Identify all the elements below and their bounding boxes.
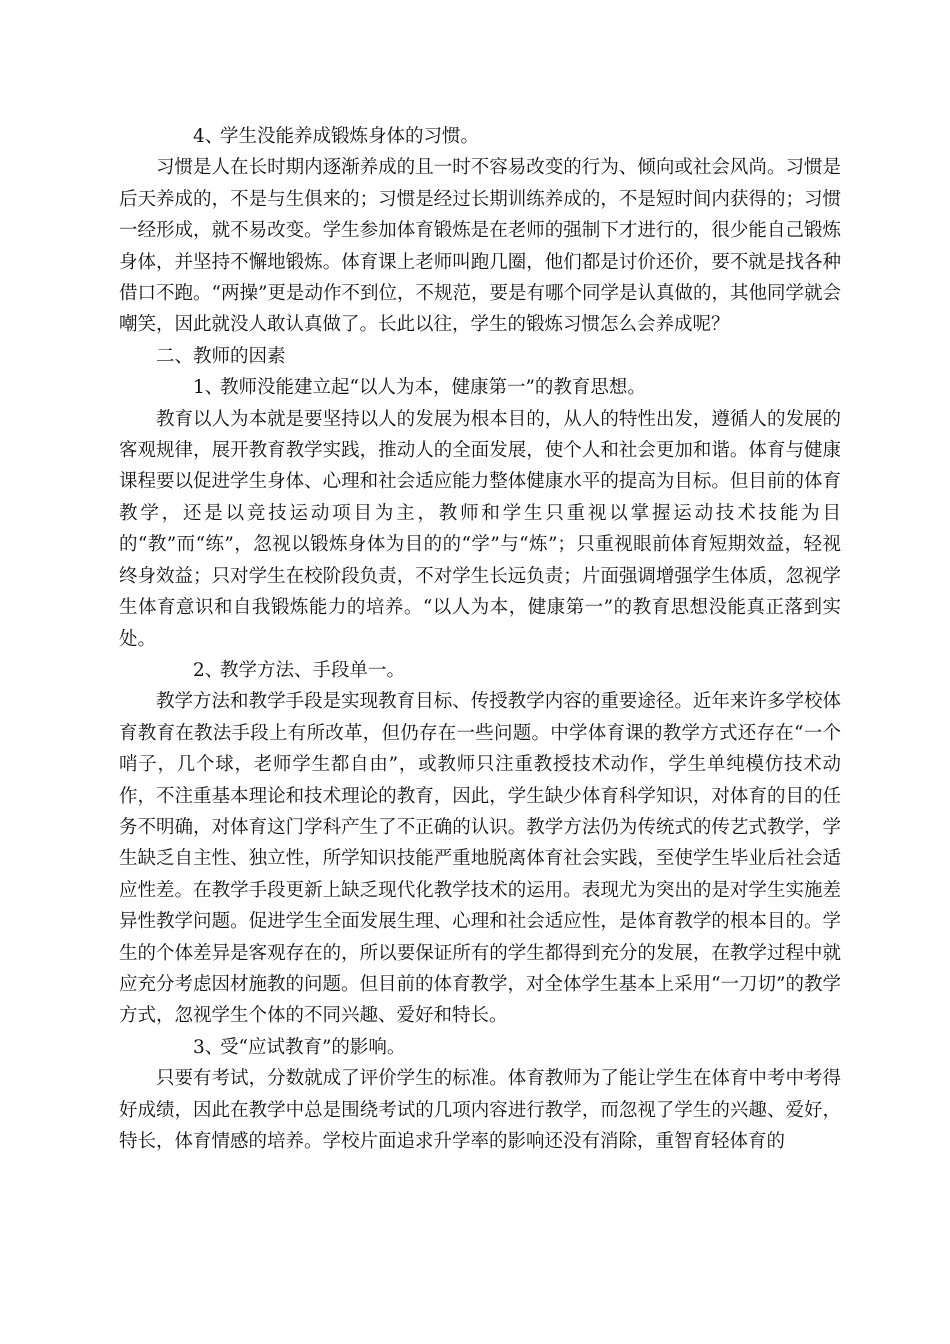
item-2-heading [119,655,841,686]
item-number: 4、 [193,126,224,147]
item-title: 学生没能养成锻炼身体的习惯。 [220,126,480,147]
paragraph-habit: 习惯是人在长时期内逐渐养成的且一时不容易改变的行为、倾向或社会风尚。习惯是后天养成的，不是与生俱来的；习惯是经过长期训练养成的，不是短时间内获得的；习惯一经形成，就不易改变。学生参加体育锻炼是在老师的强制下才进行的，很少能自己锻炼身体，并坚持不懈地锻炼。体育课上老师叫跑几圈，他们都是讨价还价，要不就是找各种借口不跑。“两操”更是动作不到位，不规范，要是有哪个同学是认真做的，其他同学就会嘲笑，因此就没人敢认真做了。长此以往，学生的锻炼习惯怎么会养成呢？ [119,157,841,336]
item-3-heading [119,1032,841,1063]
paragraph-teaching-methods: 教学方法和教学手段是实现教育目标、传授教学内容的重要途径。近年来许多学校体育教育在教法手段上有所改革，但仍存在一些问题。中学体育课的教学方式还存在“一个哨子，几个球，老师学生都自由”，或教师只注重教授技术动作，学生单纯模仿技术动作，不注重基本理论和技术理论的教育，因此，学生缺少体育科学知识，对体育的目的任务不明确，对体育这门学科产生了不正确的认识。教学方法仍为传统式的传艺式教学，学生缺乏自主性、独立性，所学知识技能严重地脱离体育社会实践，至使学生毕业后社会适应性差。在教学手段更新上缺乏现代化教学技术的运用。表现尤为突出的是对学生实施差异性教学问题。促进学生全面发展生理、心理和社会适应性，是体育教学的根本目的。学生的个体差异是客观存在的，所以要保证所有的学生都得到充分的发展，在教学过程中就应充分考虑因材施教的问题。但目前的体育教学，对全体学生基本上采用“一刀切”的教学方式，忽视学生个体的不同兴趣、爱好和特长。 [119,691,841,1027]
item-1-heading [119,372,841,403]
item-title: 教师没能建立起“以人为本，健康第一”的教育思想。 [220,377,646,399]
document-body [119,121,841,1157]
item-title: 教学方法、手段单一。 [220,659,406,681]
paragraph-exam-education: 只要有考试，分数就成了评价学生的标准。体育教师为了能让学生在体育中考中考得好成绩，因此在教学中总是围绕考试的几项内容进行教学，而忽视了学生的兴趣、爱好，特长，体育情感的培养。学校片面追求升学率的影响还没有消除，重智育轻体育的 [119,1068,841,1152]
item-title: 受“应试教育”的影响。 [220,1036,406,1058]
item-4-heading [119,121,841,152]
paragraph-people-oriented: 教育以人为本就是要坚持以人的发展为根本目的，从人的特性出发，遵循人的发展的客观规律，展开教育教学实践，推动人的全面发展，使个人和社会更加和谐。体育与健康课程要以促进学生身体、心理和社会适应能力整体健康水平的提高为目标。但目前的体育教学，还是以竞技运动项目为主，教师和学生只重视以掌握运动技术技能为目的“教”而“练”，忽视以锻炼身体为目的的“学”与“炼”；只重视眼前体育短期效益，轻视终身效益；只对学生在校阶段负责，不对学生长远负责；片面强调增强学生体质，忽视学生体育意识和自我锻炼能力的培养。“以人为本，健康第一”的教育思想没能真正落到实处。 [119,408,841,650]
item-number: 1、 [193,377,224,399]
item-number: 2、 [193,659,224,681]
section-heading-teacher-factors: 二、教师的因素 [156,345,286,367]
item-number: 3、 [193,1036,224,1058]
